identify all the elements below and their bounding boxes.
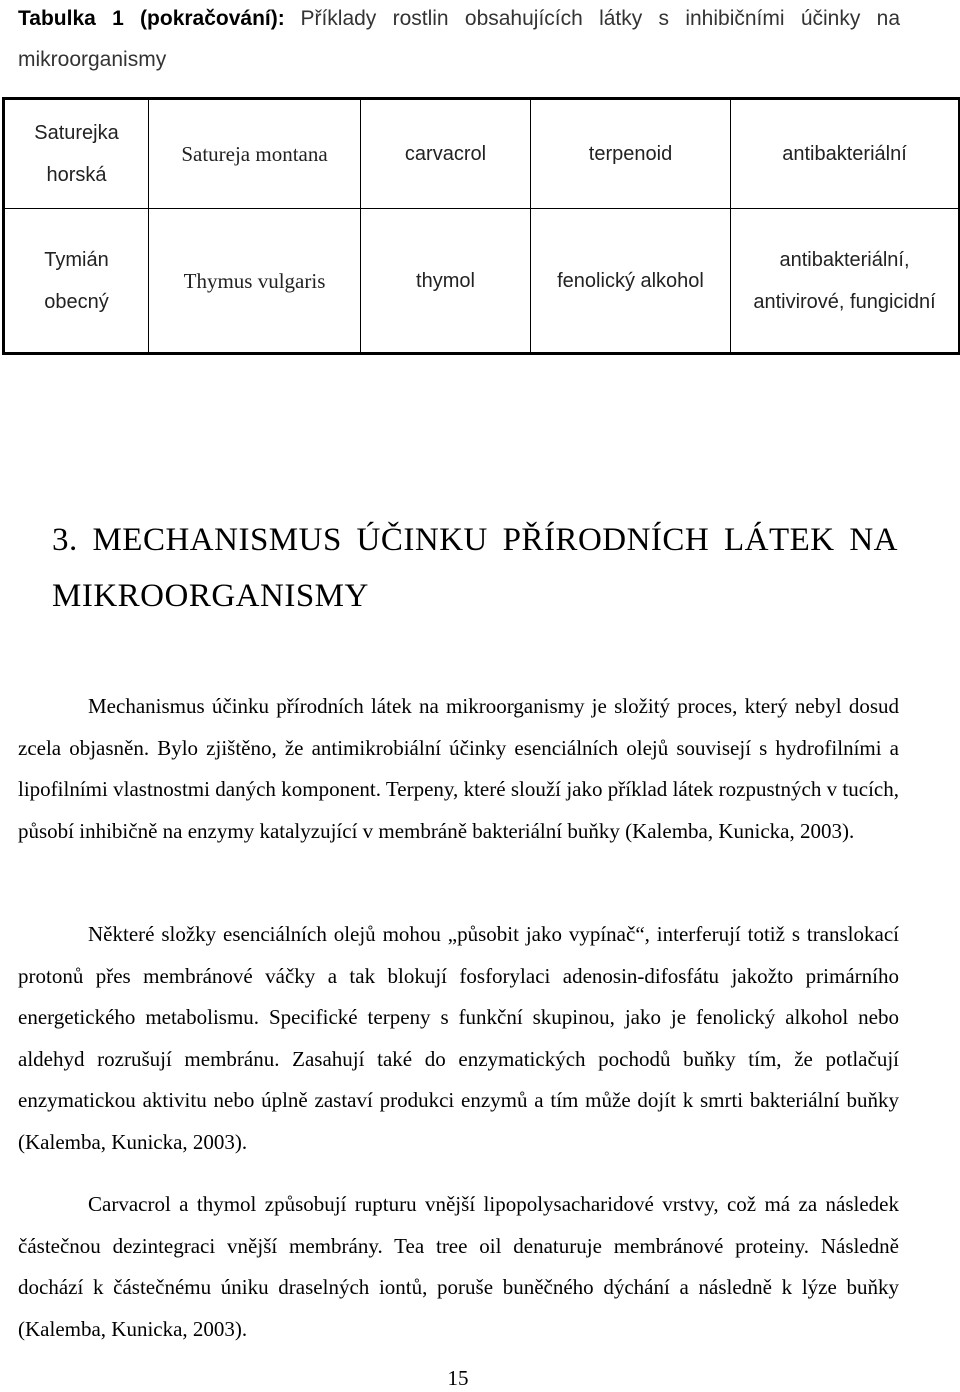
- body-paragraph: [18, 914, 899, 1163]
- compound-class-cell: terpenoid: [531, 99, 731, 209]
- table-row: [4, 99, 960, 209]
- compound-cell: carvacrol: [361, 99, 531, 209]
- paragraph-text: Carvacrol a thymol způsobují rupturu vnější lipopolysacharidové vrstvy, což má za následek částečnou dezintegraci vnější membrány. Tea tree oil denaturuje membránové proteiny. Následně dochází k částečnému úniku draselných iontů, poruše buněčného dýchání a následně k lýze buňky (Kalemba, Kunicka, 2003).: [18, 1192, 899, 1341]
- body-paragraph: [18, 686, 899, 852]
- paragraph-text: Mechanismus účinku přírodních látek na mikroorganismy je složitý proces, který nebyl dosud zcela objasněn. Bylo zjištěno, že antimikrobiální účinky esenciálních olejů souvisejí s hydrofilními a lipofilními vlastnostmi daných komponent. Terpeny, které slouží jako příklad látek rozpustných v tucích, působí inhibičně na enzymy katalyzující v membráně bakteriální buňky (Kalemba, Kunicka, 2003).: [18, 694, 899, 843]
- activity-cell: antibakteriální: [731, 99, 960, 209]
- table-caption-text: Příklady rostlin obsahujících látky s inhibičními účinky na mikroorganismy: [18, 7, 900, 71]
- section-heading: 3. MECHANISMUS ÚČINKU PŘÍRODNÍCH LÁTEK NA MIKROORGANISMY: [52, 522, 898, 614]
- compound-cell: thymol: [361, 209, 531, 354]
- common-name-cell: Saturejka horská: [4, 99, 149, 209]
- latin-name-cell: Satureja montana: [149, 99, 361, 209]
- table-caption-label: Tabulka 1 (pokračování):: [18, 7, 285, 30]
- page-number: 15: [447, 1366, 469, 1390]
- table-row: [4, 209, 960, 354]
- table-caption: [18, 0, 900, 80]
- compound-class-cell: fenolický alkohol: [531, 209, 731, 354]
- common-name-cell: Tymián obecný: [4, 209, 149, 354]
- latin-name-cell: Thymus vulgaris: [149, 209, 361, 354]
- activity-cell: antibakteriální, antivirové, fungicidní: [731, 209, 960, 354]
- paragraph-text: Některé složky esenciálních olejů mohou „působit jako vypínač“, interferují totiž s translokací protonů přes membránové váčky a tak blokují fosforylaci adenosin-difosfátu jakožto primárního energetického metabolismu. Specifické terpeny s funkční skupinou, jako je fenolický alkohol nebo aldehyd rozrušují membránu. Zasahují také do enzymatických pochodů buňky tím, že potlačují enzymatickou aktivitu nebo úplně zastaví produkci enzymů a tím může dojít k smrti bakteriální buňky (Kalemba, Kunicka, 2003).: [18, 922, 899, 1154]
- body-paragraph: [18, 1184, 899, 1350]
- plants-table: [2, 97, 960, 355]
